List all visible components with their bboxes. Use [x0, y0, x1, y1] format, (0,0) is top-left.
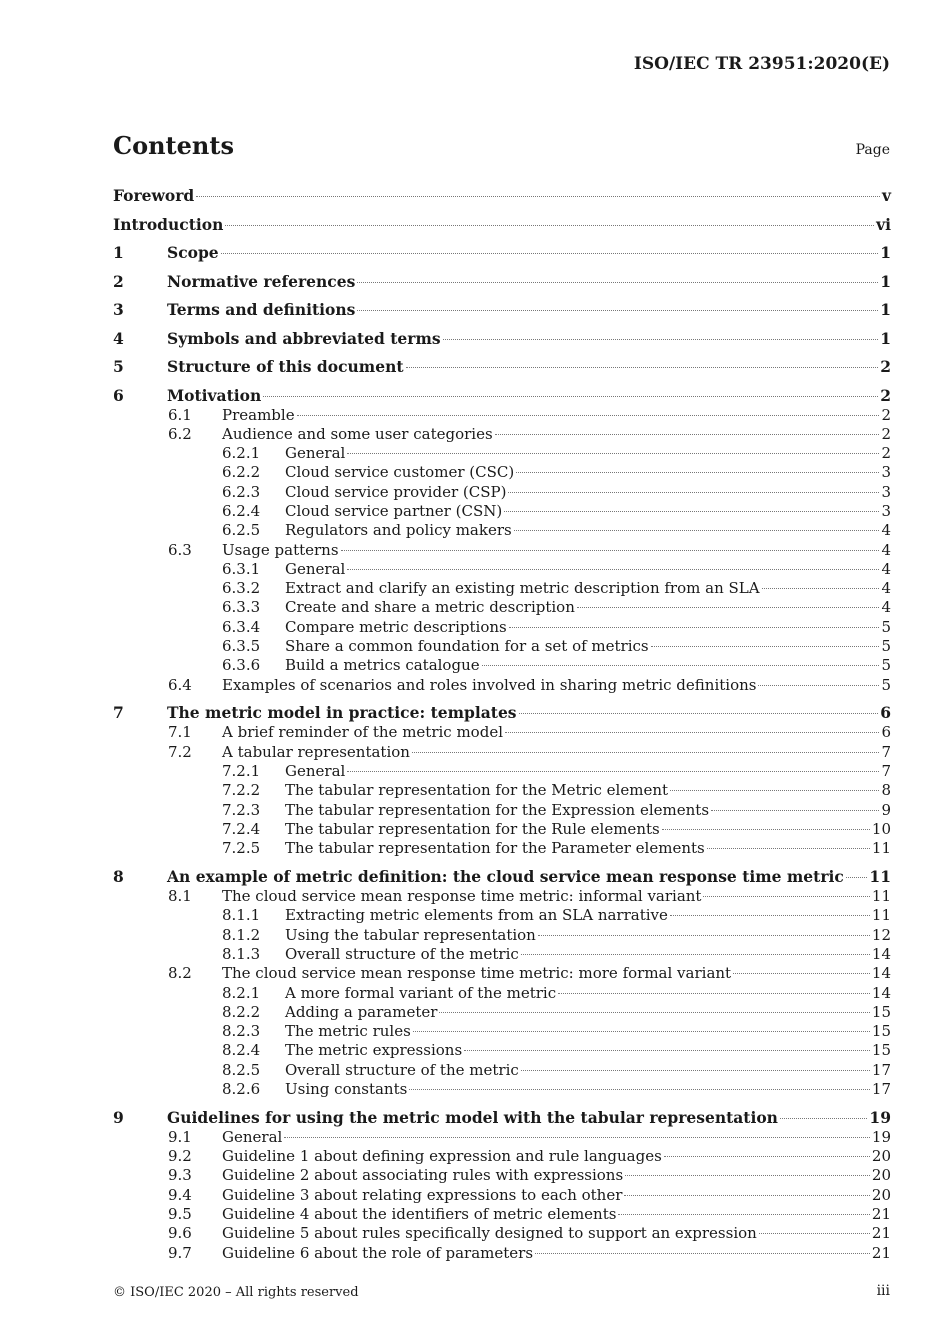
toc-entry-number: 7.1 — [168, 723, 192, 742]
dot-leader — [347, 453, 879, 454]
dot-leader — [505, 732, 879, 733]
dot-leader — [439, 1012, 869, 1013]
toc-entry-number: 5 — [113, 357, 124, 376]
toc-entry[interactable] — [113, 502, 891, 521]
toc-entry-page: 14 — [871, 964, 891, 983]
toc-entry[interactable] — [113, 1205, 891, 1224]
toc-entry-page: 4 — [881, 579, 891, 598]
dot-leader — [733, 973, 870, 974]
toc-entry-title: The tabular representation for the Metric element — [285, 781, 669, 800]
toc-entry[interactable] — [113, 186, 891, 206]
dot-leader — [495, 434, 880, 435]
toc-entry-title: Guideline 5 about rules specifically designed to support an expression — [222, 1224, 757, 1243]
toc-entry-page: 10 — [871, 819, 891, 838]
toc-entry-page: 19 — [869, 1107, 891, 1127]
dot-leader — [263, 396, 878, 397]
toc-entry[interactable] — [113, 839, 891, 858]
toc-entry[interactable] — [113, 579, 891, 598]
toc-entry-number: 6.2.1 — [222, 444, 261, 463]
dot-leader — [703, 896, 869, 897]
toc-entry-page: 3 — [881, 463, 891, 482]
toc-entry-page: vi — [876, 214, 891, 234]
toc-entry-title: Introduction — [113, 214, 224, 234]
toc-entry-page: 6 — [881, 723, 891, 742]
toc-entry[interactable] — [113, 984, 891, 1003]
toc-entry-title: Overall structure of the metric — [285, 1060, 519, 1079]
dot-leader — [357, 282, 878, 283]
toc-entry-number: 9.7 — [168, 1243, 192, 1262]
toc-entry-title: The cloud service mean response time metric: informal variant — [222, 887, 702, 906]
toc-entry-page: 21 — [871, 1224, 891, 1243]
toc-entry-page: 17 — [871, 1080, 891, 1098]
toc-entry-number: 8.2 — [168, 964, 192, 983]
toc-entry[interactable] — [113, 1166, 891, 1185]
toc-entry-title: Build a metrics catalogue — [285, 656, 480, 675]
toc-entry-title: General — [222, 1127, 283, 1146]
toc-entry-title: The metric rules — [285, 1022, 411, 1041]
dot-leader — [538, 935, 870, 936]
dot-leader — [625, 1175, 870, 1176]
toc-entry-page: 2 — [880, 357, 891, 376]
toc-entry-number: 6.3.2 — [222, 579, 261, 598]
dot-leader — [514, 530, 880, 531]
toc-entry-number: 6.2.3 — [222, 482, 261, 501]
dot-leader — [482, 665, 880, 666]
dot-leader — [508, 492, 879, 493]
toc-entry[interactable] — [113, 618, 891, 637]
toc-entry[interactable] — [113, 483, 891, 502]
toc-entry[interactable] — [113, 637, 891, 656]
toc-entry-page: 11 — [871, 887, 891, 906]
toc-entry[interactable] — [113, 1108, 891, 1128]
toc-entry[interactable] — [113, 329, 891, 349]
dot-leader — [464, 1050, 870, 1051]
toc-entry-title: Extracting metric elements from an SLA narrative — [285, 906, 668, 925]
toc-entry[interactable] — [113, 425, 891, 444]
toc-entry-page: 15 — [871, 1002, 891, 1021]
toc-entry[interactable] — [113, 1224, 891, 1243]
dot-leader — [406, 367, 879, 368]
toc-entry-number: 7.2.3 — [222, 800, 261, 819]
toc-entry[interactable] — [113, 386, 891, 406]
toc-entry-number: 9.3 — [168, 1166, 192, 1185]
toc-entry-number: 9 — [113, 1107, 124, 1127]
toc-entry-title: A brief reminder of the metric model — [222, 723, 503, 742]
contents-heading: Contents — [113, 131, 234, 160]
table-of-contents — [113, 186, 891, 1263]
toc-entry-number: 6.2.2 — [222, 463, 261, 482]
dot-leader — [347, 569, 879, 570]
toc-entry-number: 9.6 — [168, 1224, 192, 1243]
dot-leader — [521, 954, 870, 955]
dot-leader — [707, 848, 870, 849]
toc-entry-title: Guidelines for using the metric model with the tabular representation — [167, 1107, 778, 1127]
dot-leader — [509, 627, 880, 628]
toc-entry-title: Motivation — [167, 385, 262, 405]
toc-entry-title: A tabular representation — [222, 742, 410, 761]
toc-entry-page: 4 — [881, 598, 891, 617]
dot-leader — [577, 607, 880, 608]
toc-entry[interactable] — [113, 656, 891, 675]
toc-entry-number: 8.1.3 — [222, 944, 261, 963]
dot-leader — [504, 511, 879, 512]
toc-entry-number: 7 — [113, 703, 124, 723]
toc-entry-page: 6 — [880, 703, 891, 723]
document-id: ISO/IEC TR 23951:2020(E) — [633, 54, 890, 74]
toc-entry-number: 6.3 — [168, 540, 192, 559]
toc-entry-number: 8.2.5 — [222, 1060, 261, 1079]
toc-entry[interactable] — [113, 1041, 891, 1060]
toc-entry-number: 6.3.5 — [222, 637, 261, 656]
toc-entry-page: 1 — [880, 271, 891, 291]
toc-entry-page: 17 — [871, 1060, 891, 1079]
dot-leader — [651, 646, 880, 647]
toc-entry-page: 12 — [871, 925, 891, 944]
dot-leader — [759, 1233, 870, 1234]
toc-entry-page: 2 — [881, 424, 891, 443]
toc-entry[interactable] — [113, 463, 891, 482]
toc-entry-number: 6.3.6 — [222, 656, 261, 675]
toc-entry-title: Normative references — [167, 271, 356, 291]
dot-leader — [670, 790, 879, 791]
toc-entry-title: Regulators and policy makers — [285, 521, 512, 540]
dot-leader — [221, 253, 879, 254]
toc-entry[interactable] — [113, 541, 891, 560]
toc-entry-page: 1 — [880, 328, 891, 348]
dot-leader — [409, 1089, 870, 1090]
toc-entry-page: 5 — [881, 675, 891, 694]
toc-entry-title: Audience and some user categories — [222, 424, 493, 443]
dot-leader — [762, 588, 880, 589]
dot-leader — [284, 1137, 870, 1138]
toc-entry[interactable] — [113, 243, 891, 263]
toc-entry-number: 8.2.2 — [222, 1002, 261, 1021]
toc-entry-number: 7.2.4 — [222, 819, 261, 838]
toc-entry[interactable] — [113, 560, 891, 579]
dot-leader — [535, 1253, 870, 1254]
toc-entry-page: 20 — [871, 1185, 891, 1204]
toc-entry-title: Examples of scenarios and roles involved in sharing metric definitions — [222, 675, 757, 694]
toc-entry-number: 6.1 — [168, 405, 192, 424]
copyright-notice: © ISO/IEC 2020 – All rights reserved — [113, 1285, 359, 1300]
toc-entry-number: 8.2.3 — [222, 1022, 261, 1041]
toc-entry[interactable] — [113, 703, 891, 723]
toc-entry-title: Overall structure of the metric — [285, 944, 519, 963]
toc-entry[interactable] — [113, 1128, 891, 1147]
toc-entry[interactable] — [113, 801, 891, 820]
toc-entry-page: 1 — [880, 243, 891, 262]
toc-entry-title: The cloud service mean response time metric: more formal variant — [222, 964, 732, 983]
toc-entry-page: 15 — [871, 1041, 891, 1060]
dot-leader — [297, 415, 880, 416]
dot-leader — [758, 685, 879, 686]
toc-entry-page: 2 — [881, 405, 891, 424]
toc-entry[interactable] — [113, 964, 891, 983]
toc-entry-number: 8.1.1 — [222, 906, 261, 925]
toc-entry[interactable] — [113, 521, 891, 540]
toc-entry-number: 7.2.5 — [222, 839, 261, 858]
toc-entry[interactable] — [113, 1186, 891, 1205]
toc-entry-page: 7 — [881, 762, 891, 781]
toc-entry-page: 8 — [881, 781, 891, 800]
toc-entry-number: 6.2.4 — [222, 501, 261, 520]
toc-entry-number: 6.3.3 — [222, 598, 261, 617]
dot-leader — [618, 1214, 869, 1215]
dot-leader — [443, 339, 879, 340]
toc-entry-number: 8.2.6 — [222, 1080, 261, 1098]
dot-leader — [711, 810, 879, 811]
toc-entry-title: Using constants — [285, 1080, 408, 1098]
toc-entry-title: General — [285, 444, 346, 463]
toc-entry-number: 6.4 — [168, 675, 192, 694]
toc-entry-page: 2 — [881, 444, 891, 463]
toc-entry[interactable] — [113, 926, 891, 945]
toc-entry-title: Extract and clarify an existing metric description from an SLA — [285, 579, 760, 598]
toc-entry-title: Terms and definitions — [167, 300, 356, 319]
toc-entry-number: 7.2.1 — [222, 762, 261, 781]
dot-leader — [412, 752, 880, 753]
dot-leader — [225, 225, 874, 226]
toc-entry[interactable] — [113, 887, 891, 906]
toc-entry-title: Scope — [167, 243, 219, 262]
toc-entry-title: Preamble — [222, 405, 295, 424]
toc-entry[interactable] — [113, 598, 891, 617]
toc-entry-page: 1 — [880, 300, 891, 319]
toc-entry-page: 4 — [881, 540, 891, 559]
toc-entry-title: Create and share a metric description — [285, 598, 575, 617]
toc-entry-number: 2 — [113, 271, 124, 291]
dot-leader — [357, 310, 878, 311]
toc-entry-title: An example of metric definition: the cloud service mean response time metric — [167, 867, 844, 887]
toc-entry-title: Symbols and abbreviated terms — [167, 328, 441, 348]
toc-entry-page: 7 — [881, 742, 891, 761]
toc-entry-title: Cloud service provider (CSP) — [285, 482, 507, 501]
toc-entry-number: 9.5 — [168, 1204, 192, 1223]
toc-entry[interactable] — [113, 676, 891, 695]
toc-entry[interactable] — [113, 406, 891, 425]
toc-entry-number: 4 — [113, 328, 124, 348]
toc-entry[interactable] — [113, 272, 891, 292]
toc-entry-title: Guideline 6 about the role of parameters — [222, 1243, 534, 1262]
toc-entry-title: A more formal variant of the metric — [285, 983, 557, 1002]
toc-entry-title: The tabular representation for the Parameter elements — [285, 839, 705, 858]
toc-entry-page: 11 — [871, 839, 891, 858]
toc-entry-page: 4 — [881, 521, 891, 540]
toc-entry-page: 14 — [871, 944, 891, 963]
toc-entry[interactable] — [113, 1003, 891, 1022]
toc-entry-number: 7.2.2 — [222, 781, 261, 800]
dot-leader — [662, 829, 870, 830]
toc-entry-title: Guideline 1 about defining expression and rule languages — [222, 1147, 662, 1166]
toc-entry-title: The metric model in practice: templates — [167, 703, 517, 723]
toc-entry-page: 2 — [880, 385, 891, 405]
dot-leader — [521, 1070, 870, 1071]
toc-entry-number: 8.2.4 — [222, 1041, 261, 1060]
toc-entry-page: 20 — [871, 1147, 891, 1166]
page-column-label: Page — [855, 142, 890, 158]
toc-entry[interactable] — [113, 444, 891, 463]
dot-leader — [780, 1118, 867, 1119]
toc-entry-number: 6.2.5 — [222, 521, 261, 540]
toc-entry[interactable] — [113, 723, 891, 742]
toc-entry-title: Share a common foundation for a set of metrics — [285, 637, 649, 656]
toc-entry[interactable] — [113, 781, 891, 800]
toc-entry-title: Usage patterns — [222, 540, 339, 559]
toc-entry-title: The tabular representation for the Expression elements — [285, 800, 710, 819]
toc-entry-number: 9.2 — [168, 1147, 192, 1166]
toc-entry[interactable] — [113, 215, 891, 235]
dot-leader — [516, 472, 879, 473]
dot-leader — [846, 877, 868, 878]
toc-entry-page: 21 — [871, 1243, 891, 1262]
toc-entry-title: General — [285, 762, 346, 781]
toc-entry[interactable] — [113, 762, 891, 781]
toc-entry-title: Cloud service customer (CSC) — [285, 463, 515, 482]
toc-entry-title: Guideline 3 about relating expressions to each other — [222, 1185, 623, 1204]
toc-entry-title: The metric expressions — [285, 1041, 463, 1060]
toc-entry-page: 20 — [871, 1166, 891, 1185]
toc-entry[interactable] — [113, 1061, 891, 1080]
toc-entry-page: 3 — [881, 501, 891, 520]
dot-leader — [670, 915, 870, 916]
dot-leader — [558, 993, 870, 994]
toc-entry-page: 15 — [871, 1022, 891, 1041]
toc-entry[interactable] — [113, 1244, 891, 1263]
dot-leader — [341, 550, 880, 551]
dot-leader — [624, 1195, 870, 1196]
toc-entry-title: Guideline 2 about associating rules with expressions — [222, 1166, 624, 1185]
dot-leader — [196, 196, 880, 197]
toc-entry-number: 7.2 — [168, 742, 192, 761]
dot-leader — [519, 713, 879, 714]
toc-entry-page: 14 — [871, 983, 891, 1002]
toc-entry-number: 6.3.4 — [222, 617, 261, 636]
toc-entry[interactable] — [113, 945, 891, 964]
toc-entry-number: 9.1 — [168, 1127, 192, 1146]
dot-leader — [347, 771, 879, 772]
toc-entry-page: 9 — [881, 800, 891, 819]
toc-entry-number: 1 — [113, 243, 124, 262]
dot-leader — [664, 1156, 870, 1157]
toc-entry-title: Compare metric descriptions — [285, 617, 507, 636]
toc-entry-title: Using the tabular representation — [285, 925, 536, 944]
toc-entry[interactable] — [113, 743, 891, 762]
toc-entry-number: 9.4 — [168, 1185, 192, 1204]
dot-leader — [413, 1031, 870, 1032]
toc-entry[interactable] — [113, 867, 891, 887]
toc-entry-title: The tabular representation for the Rule elements — [285, 819, 660, 838]
toc-entry-number: 3 — [113, 300, 124, 319]
toc-entry-title: Structure of this document — [167, 357, 404, 376]
toc-entry[interactable] — [113, 357, 891, 377]
toc-entry-page: 3 — [881, 482, 891, 501]
toc-entry-number: 8.1.2 — [222, 925, 261, 944]
toc-entry[interactable] — [113, 820, 891, 839]
toc-entry-page: 21 — [871, 1204, 891, 1223]
toc-entry[interactable] — [113, 1147, 891, 1166]
toc-entry-title: Adding a parameter — [285, 1002, 438, 1021]
toc-entry-number: 8.2.1 — [222, 983, 261, 1002]
toc-entry-page: 19 — [871, 1127, 891, 1146]
toc-entry-title: Foreword — [113, 186, 195, 205]
toc-entry-page: 11 — [871, 906, 891, 925]
toc-entry[interactable] — [113, 300, 891, 320]
toc-entry-title: General — [285, 559, 346, 578]
toc-entry-number: 8.1 — [168, 887, 192, 906]
toc-entry-page: 5 — [881, 617, 891, 636]
toc-entry-number: 6.3.1 — [222, 559, 261, 578]
toc-entry-number: 6 — [113, 385, 124, 405]
page-number: iii — [876, 1283, 890, 1299]
toc-entry-number: 6.2 — [168, 424, 192, 443]
toc-entry-title: Guideline 4 about the identifiers of metric elements — [222, 1204, 617, 1223]
toc-entry-page: 11 — [869, 867, 891, 887]
toc-entry-page: 5 — [881, 637, 891, 656]
toc-entry-page: 4 — [881, 559, 891, 578]
toc-entry-page: v — [881, 186, 891, 205]
toc-entry-page: 5 — [881, 656, 891, 675]
toc-entry-number: 8 — [113, 867, 124, 887]
toc-entry[interactable] — [113, 1022, 891, 1041]
toc-entry[interactable] — [113, 906, 891, 925]
toc-entry-title: Cloud service partner (CSN) — [285, 501, 503, 520]
toc-entry[interactable] — [113, 1080, 891, 1099]
